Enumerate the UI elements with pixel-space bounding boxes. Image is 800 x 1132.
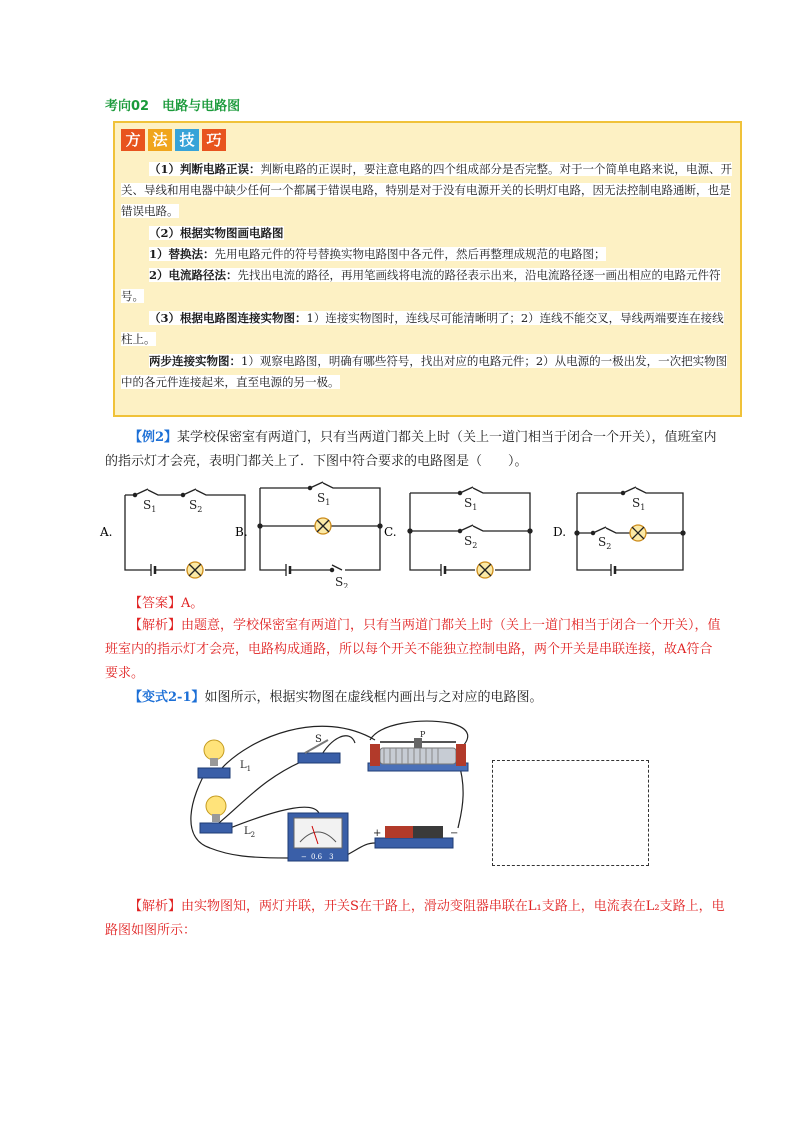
svg-text:S2: $S_2$ — [189, 498, 203, 514]
svg-text:S1: $S_1$ — [632, 496, 646, 512]
answer: 【答案】A。 — [129, 596, 204, 611]
svg-text:S: S — [315, 734, 322, 745]
option-d-label: D. — [553, 525, 567, 539]
svg-text:S1: $S_1$ — [464, 496, 478, 512]
badge-ji: 技 — [175, 129, 199, 151]
physical-circuit-figure — [170, 718, 490, 878]
svg-text:L1: $L_1$ — [240, 760, 252, 773]
svg-text:−: − — [301, 853, 307, 861]
tip-paragraph-1: （1）判断电路正误：判断电路的正误时，要注意电路的四个组成部分是否完整。对于一个简单电路来说，电源、开关、导线和用电器中缺少任何一个都属于错误电路，特别是对于没有电源开关的长明灯电路，因无法控制电路通断，也是错误电路。 — [121, 162, 733, 218]
svg-text:S2: $S_2$ — [598, 535, 612, 551]
svg-text:L2: $L_2$ — [244, 826, 256, 839]
analysis-2: 【解析】由实物图知，两灯并联，开关S在干路上，滑动变阻器串联在L₁支路上，电流表在L₂支路上，电路图如图所示： — [105, 899, 725, 938]
option-c-label: C. — [384, 525, 397, 539]
answer-dashed-box — [492, 760, 649, 866]
svg-text:−: − — [450, 828, 459, 839]
svg-text:0.6 3: 0.6 3 — [311, 853, 334, 861]
bulb-l1 — [198, 740, 230, 778]
svg-text:S1: $S_1$ — [317, 491, 331, 507]
tip-paragraph-3: 1）替换法：先用电路元件的符号替换实物电路图中各元件，然后再整理成规范的电路图； — [149, 247, 606, 261]
badge-fa: 法 — [148, 129, 172, 151]
option-a-label: A. — [100, 525, 113, 539]
bulb-l2 — [200, 796, 232, 833]
option-b-label: B. — [235, 525, 248, 539]
battery — [375, 826, 453, 848]
svg-text:+: + — [373, 828, 382, 839]
tip-paragraph-5: （3）根据电路图连接实物图：1）连接实物图时，连线尽可能清晰明了；2）连线不能交叉，导线两端要连在接线柱上。 — [121, 311, 724, 346]
badge-fang: 方 — [121, 129, 145, 151]
tip-paragraph-6: 两步连接实物图：1）观察电路图，明确有哪些符号，找出对应的电路元件；2）从电源的一极出发，一次把实物图中的各元件连接起来，直至电源的另一极。 — [121, 354, 728, 389]
svg-text:S2: $S_2$ — [335, 575, 349, 588]
tip-paragraph-2: （2）根据实物图画电路图 — [149, 226, 284, 240]
analysis-1: 【解析】由题意，学校保密室有两道门，只有当两道门都关上时（关上一道门相当于闭合一个开关），值班室内的指示灯才会亮，电路构成通路，所以每个开关不能独立控制电路，两个开关是串联连接，故A符合要求。 — [105, 618, 721, 681]
rheostat — [368, 738, 468, 771]
tips-box — [113, 121, 742, 417]
section-title: 考向02 电路与电路图 — [105, 99, 241, 114]
example-question: 【例2】某学校保密室有两道门，只有当两道门都关上时（关上一道门相当于闭合一个开关），值班室内的指示灯才会亮，表明门都关上了．下图中符合要求的电路图是（ ）。 — [105, 430, 717, 469]
variant-question: 【变式2-1】如图所示，根据实物图在虚线框内画出与之对应的电路图。 — [129, 690, 543, 705]
circuit-options — [95, 478, 745, 588]
circuit-d — [575, 487, 685, 576]
tip-paragraph-4: 2）电流路径法：先找出电流的路径，再用笔画线将电流的路径表示出来，沿电流路径逐一画出相应的电路元件符号。 — [121, 268, 721, 303]
svg-text:S1: $S_1$ — [143, 498, 157, 514]
badge-qiao: 巧 — [202, 129, 226, 151]
svg-text:P: P — [420, 730, 426, 739]
svg-text:S2: $S_2$ — [464, 534, 478, 550]
